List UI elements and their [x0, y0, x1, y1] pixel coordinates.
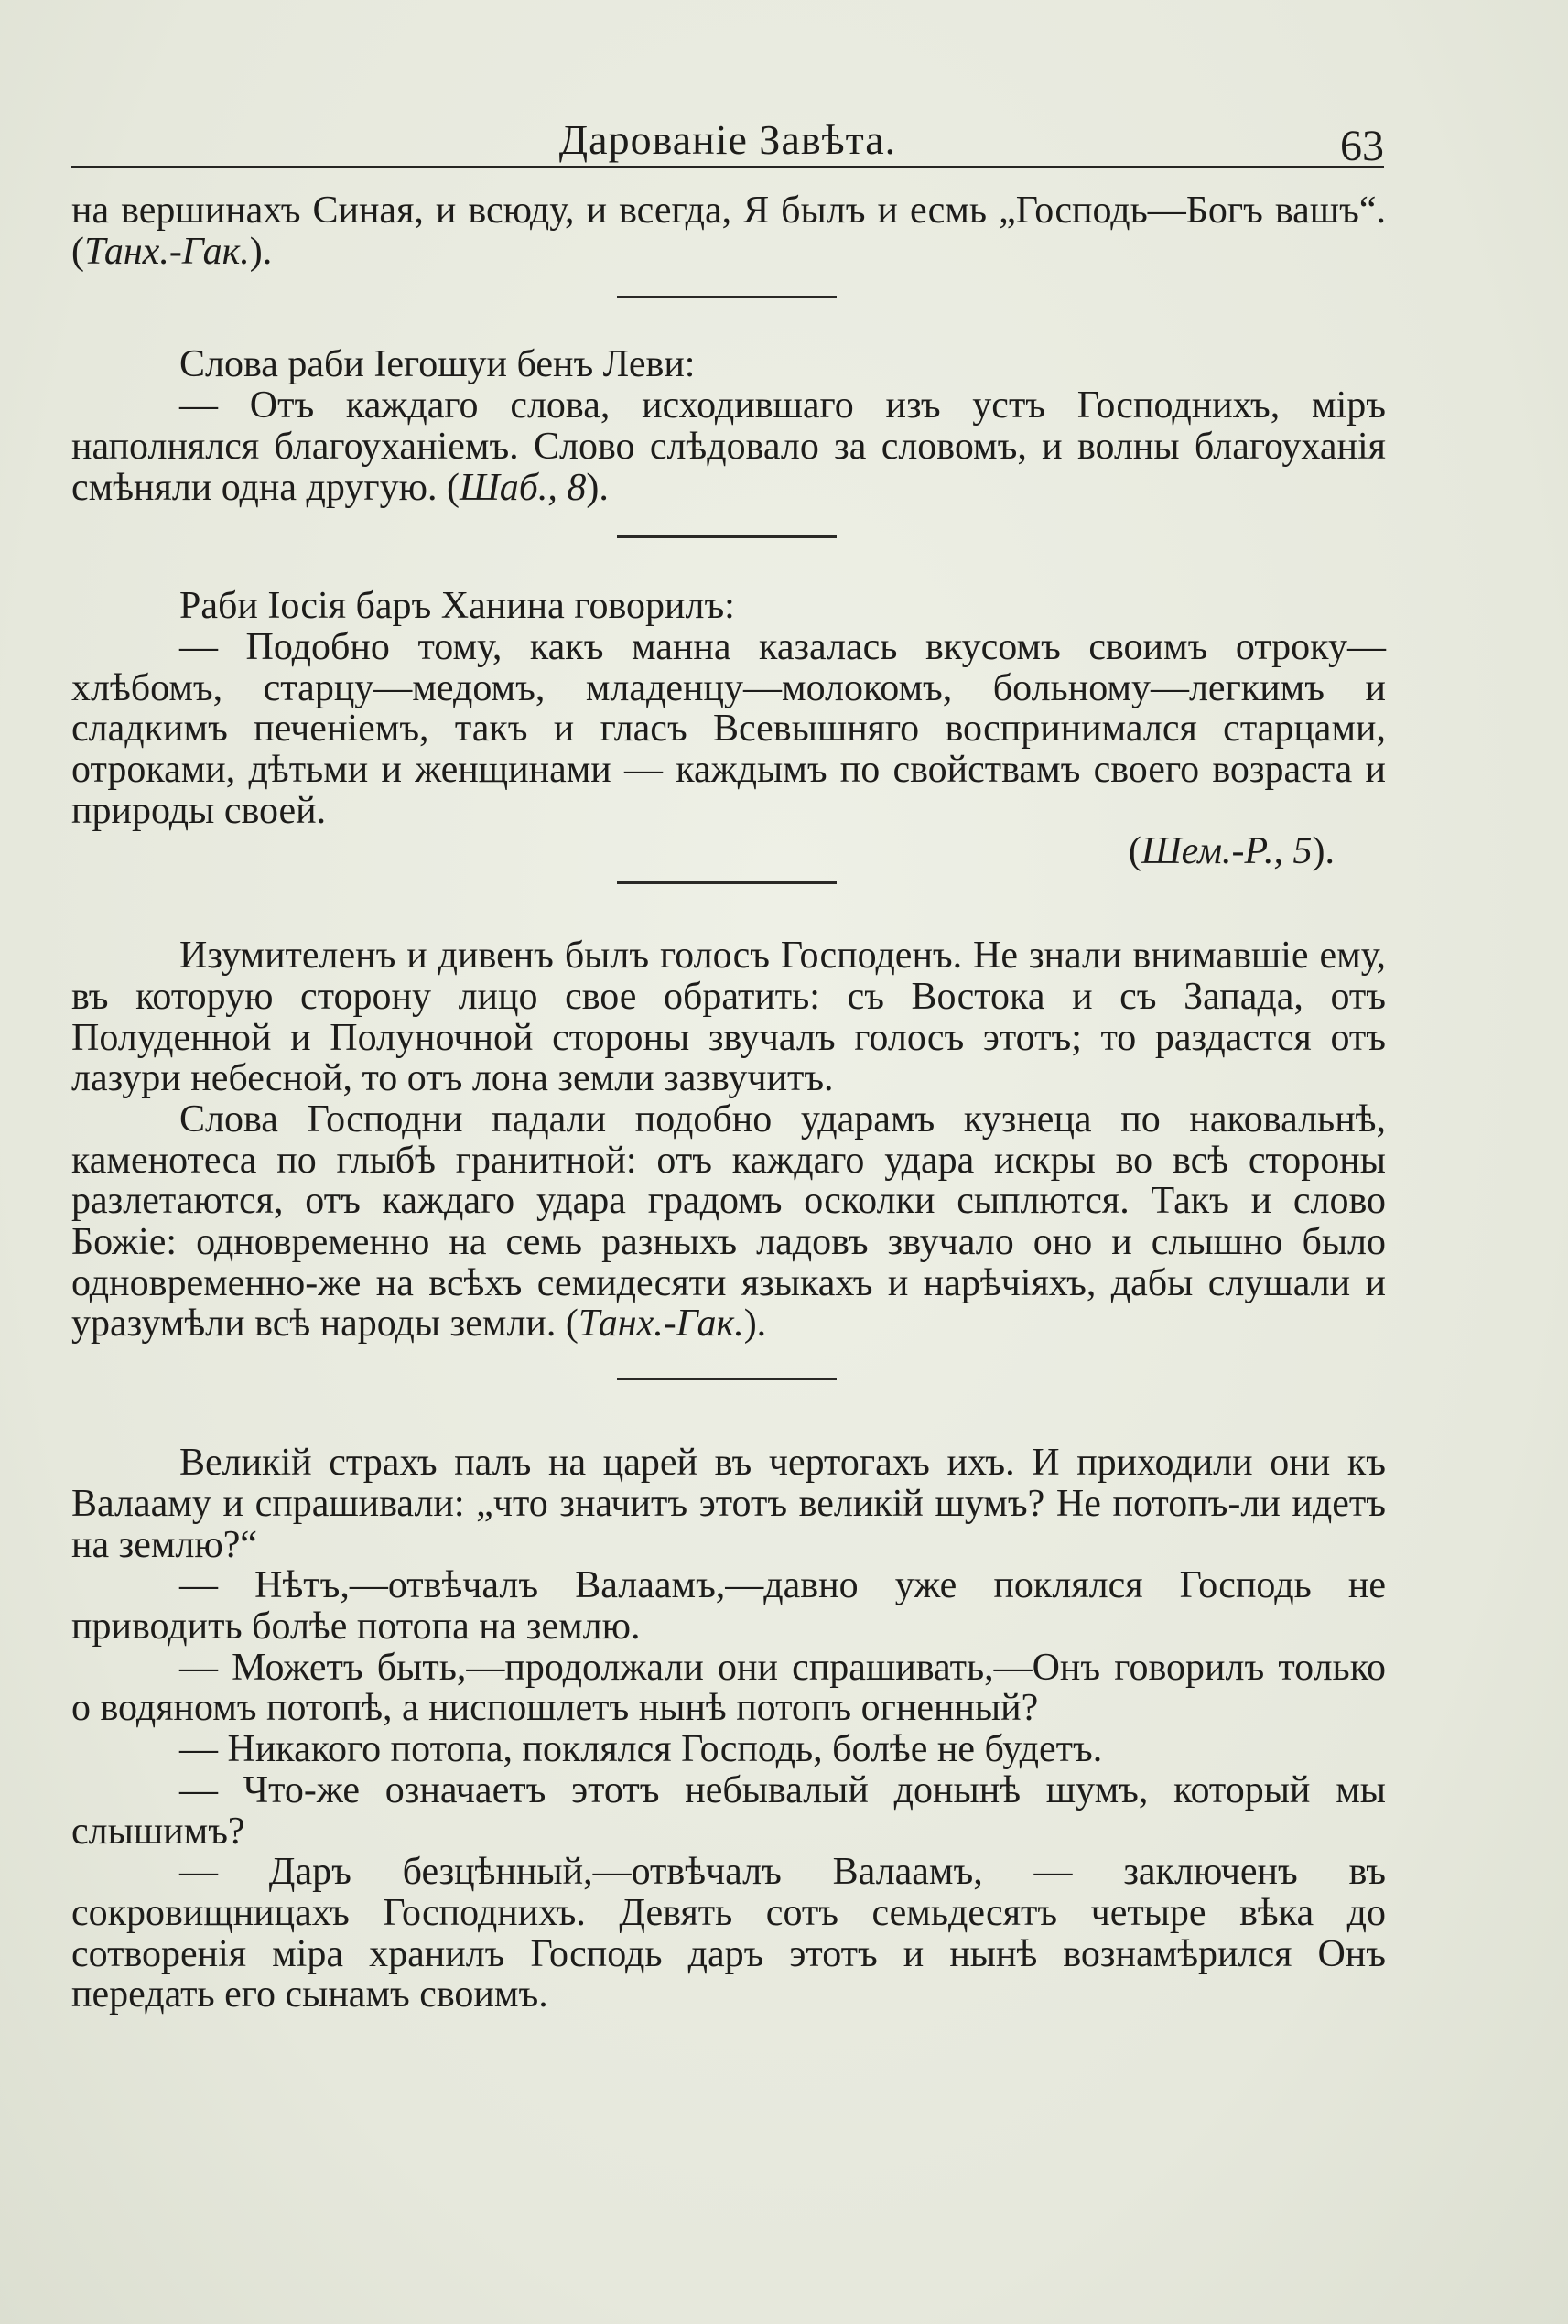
section-paragraph: — Отъ каждаго слова, исходившаго изъ устъ Господнихъ, міръ наполнялся благоуханіемъ. Слово слѣдовало за словомъ, и волны благоуханія смѣняли одна другую. (Шаб., 8). — [71, 384, 1386, 509]
dialogue-paragraph: — Нѣтъ,—отвѣчалъ Валаамъ,—давно уже поклялся Господь не приводить болѣе потопа на землю. — [71, 1564, 1386, 1648]
section-paragraph: Слова Господни падали подобно ударамъ кузнеца по наковальнѣ, каменотеса по глыбѣ гранитной: отъ каждаго удара искры во всѣ стороны разлетаются, отъ каждаго удара градомъ осколки сыплются. Такъ и слово Божіе: одновременно на семь разныхъ ладовъ звучало оно и слышно было одновременно-же на всѣхъ семидесяти языкахъ и нарѣчіяхъ, дабы слушали и уразумѣли всѣ народы земли. (Танх.-Гак.). — [71, 1097, 1386, 1346]
section-separator — [617, 296, 837, 298]
dialogue-paragraph: — Никакого потопа, поклялся Господь, болѣе не будетъ. — [179, 1728, 1103, 1771]
continuation-paragraph: на вершинахъ Синая, и всюду, и всегда, Я былъ и есмь „Господь—Богъ вашъ“. (Танх.-Гак.). — [71, 189, 1386, 273]
page-number: 63 — [1340, 122, 1384, 170]
section-separator — [617, 881, 837, 884]
page-header — [71, 108, 1384, 168]
running-title: Дарованіе Завѣта. — [558, 116, 897, 163]
section-paragraph: Изумителенъ и дивенъ былъ голосъ Господенъ. Не знали внимавшіе ему, въ которую сторону лицо свое обратить: съ Востока и съ Запада, отъ Полуденной и Полуночной стороны звучалъ голосъ этотъ; то раздастся отъ лазури небесной, то отъ лона земли зазвучитъ. — [71, 935, 1386, 1100]
section-separator — [617, 1378, 837, 1380]
source-line: (Шем.-Р., 5). — [1128, 830, 1335, 873]
source-citation: Танх.-Гак. — [84, 230, 250, 273]
section-intro: Слова раби Іегошуи бенъ Леви: — [179, 343, 696, 386]
source-citation: Танх.-Гак. — [578, 1303, 744, 1346]
dialogue-paragraph: — Что-же означаетъ этотъ небывалый донынѣ шумъ, который мы слышимъ? — [71, 1768, 1386, 1853]
page-body — [71, 190, 1386, 2016]
dialogue-paragraph: — Можетъ быть,—продолжали они спрашивать,—Онъ говорилъ только о водяномъ потопѣ, а ниспошлетъ нынѣ потопъ огненный? — [71, 1646, 1386, 1730]
section-separator — [617, 535, 837, 538]
dialogue-paragraph: Великій страхъ палъ на царей въ чертогахъ ихъ. И приходили они къ Валааму и спрашивали: „что значитъ этотъ великій шумъ? Не потопъ-ли идетъ на землю?“ — [71, 1442, 1386, 1566]
source-citation: Шаб., 8 — [459, 466, 587, 509]
source-citation: Шем.-Р., 5 — [1141, 830, 1313, 873]
section-intro: Раби Іосія баръ Ханина говорилъ: — [179, 585, 735, 628]
dialogue-paragraph: — Даръ безцѣнный,—отвѣчалъ Валаамъ, — заключенъ въ сокровищницахъ Господнихъ. Девять сотъ семьдесятъ четыре вѣка до сотворенія міра хранилъ Господь даръ этотъ и нынѣ вознамѣрился Онъ передать его сынамъ своимъ. — [71, 1851, 1386, 2016]
section-paragraph: — Подобно тому, какъ манна казалась вкусомъ своимъ отроку—хлѣбомъ, старцу—медомъ, младенцу—молокомъ, больному—легкимъ и сладкимъ печеніемъ, такъ и гласъ Всевышняго воспринимался старцами, отроками, дѣтьми и женщинами — каждымъ по свойствамъ своего возраста и природы своей. — [71, 625, 1386, 832]
header-rule — [71, 166, 1384, 168]
